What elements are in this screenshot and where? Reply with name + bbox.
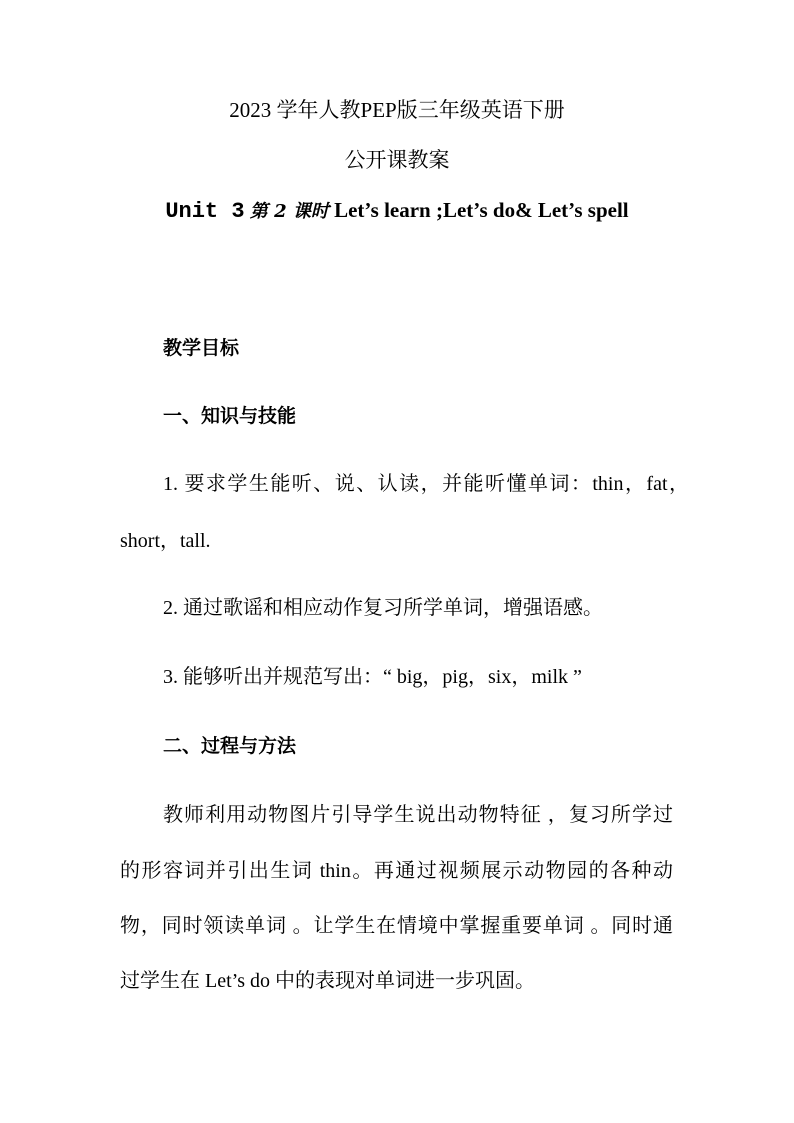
objective-item-1-line-1: 1. 要求学生能听、说、认读，并能听懂单词：thin，fat， — [163, 473, 689, 495]
part2-heading: 二、过程与方法 — [163, 735, 297, 757]
objective-item-3: 3. 能够听出并规范写出：“ big，pig，six，milk ” — [163, 666, 582, 688]
section-heading-objectives: 教学目标 — [163, 337, 240, 359]
lesson-label: 第 2 课时 — [249, 201, 329, 222]
unit-label: Unit 3 — [165, 199, 245, 224]
method-paragraph-line-2: 的形容词并引出生词 thin。再通过视频展示动物园的各种动 — [120, 860, 673, 882]
lesson-topic: Let’s learn ;Let’s do& Let’s spell — [334, 198, 629, 222]
objective-item-2: 2. 通过歌谣和相应动作复习所学单词，增强语感。 — [163, 597, 603, 619]
method-paragraph-line-1: 教师利用动物图片引导学生说出动物特征 ，复习所学过 — [163, 804, 673, 826]
part1-heading: 一、知识与技能 — [163, 405, 297, 427]
method-paragraph-line-3: 物，同时领读单词 。让学生在情境中掌握重要单词 。同时通 — [120, 915, 673, 937]
unit-lesson-line — [0, 196, 794, 226]
method-paragraph-line-4: 过学生在 Let’s do 中的表现对单词进一步巩固。 — [120, 970, 535, 992]
document-title: 2023 学年人教PEP版三年级英语下册 — [229, 98, 565, 122]
objective-item-1-line-2: short，tall. — [120, 530, 211, 552]
document-subtitle: 公开课教案 — [344, 148, 450, 172]
